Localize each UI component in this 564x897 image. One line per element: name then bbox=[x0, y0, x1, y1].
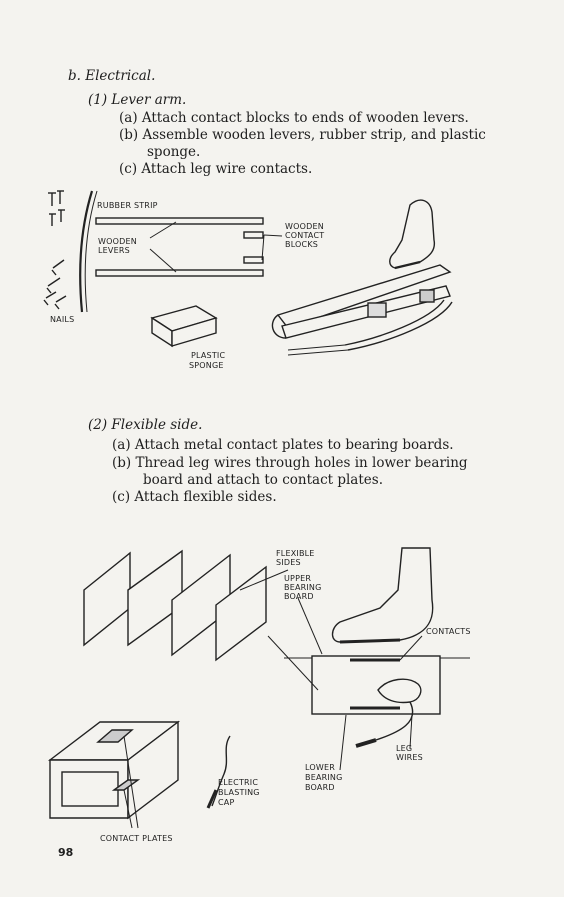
leg-wires-label-2: WIRES bbox=[396, 753, 423, 762]
wooden-contact-blocks-label-2: CONTACT bbox=[285, 231, 325, 240]
lower-bearing-board-label-3: BOARD bbox=[305, 783, 335, 792]
lever-arm-title: (1) Lever arm. bbox=[88, 92, 187, 108]
contact-plate-box-icon bbox=[50, 722, 178, 818]
flexible-side-panels-icon bbox=[84, 551, 266, 660]
lever-arm-step-c: (c) Attach leg wire contacts. bbox=[119, 161, 313, 177]
section-heading: b. Electrical. bbox=[68, 68, 156, 84]
wooden-levers-label-2: LEVERS bbox=[98, 246, 130, 255]
lever-arm-step-b: (b) Assemble wooden levers, rubber strip, and plastic bbox=[119, 127, 486, 143]
upper-bearing-board-label-1: UPPER bbox=[284, 574, 312, 583]
lever-arm-step-b-cont: sponge. bbox=[147, 144, 201, 160]
flexible-side-step-c: (c) Attach flexible sides. bbox=[112, 489, 277, 505]
flexible-side-step-a: (a) Attach metal contact plates to bearing boards. bbox=[112, 437, 454, 453]
flexible-sides-label-2: SIDES bbox=[276, 558, 301, 567]
contacts-label: CONTACTS bbox=[426, 627, 471, 636]
upper-bearing-board-label-3: BOARD bbox=[284, 592, 314, 601]
wooden-levers-label-1: WOODEN bbox=[98, 237, 137, 246]
nails-label: NAILS bbox=[50, 315, 75, 324]
leg-wires-label-1: LEG bbox=[396, 744, 413, 753]
bearing-box bbox=[312, 656, 440, 714]
plastic-sponge-label-2: SPONGE bbox=[189, 361, 224, 370]
boot-icon bbox=[333, 548, 433, 642]
wooden-contact-blocks-label-3: BLOCKS bbox=[285, 240, 319, 249]
flexible-side-step-b-cont: board and attach to contact plates. bbox=[143, 472, 383, 488]
flexible-side-step-b: (b) Thread leg wires through holes in lower bearing bbox=[112, 455, 468, 471]
electric-blasting-cap-label-2: BLASTING bbox=[218, 788, 260, 797]
flexible-sides-label-1: FLEXIBLE bbox=[276, 549, 315, 558]
wooden-contact-blocks-label-1: WOODEN bbox=[285, 222, 324, 231]
electric-blasting-cap-label-1: ELECTRIC bbox=[218, 778, 259, 787]
flexible-side-title: (2) Flexible side. bbox=[88, 417, 203, 433]
lever-arm-step-a: (a) Attach contact blocks to ends of wooden levers. bbox=[119, 110, 469, 126]
electric-blasting-cap-label-3: CAP bbox=[218, 798, 235, 807]
upper-bearing-board-label-2: BEARING bbox=[284, 583, 322, 592]
contact-plates-label: CONTACT PLATES bbox=[100, 834, 173, 843]
lower-bearing-board-label-1: LOWER bbox=[305, 763, 335, 772]
plastic-sponge-label-1: PLASTIC bbox=[191, 351, 226, 360]
page-number: 98 bbox=[58, 846, 74, 859]
lower-bearing-board-label-2: BEARING bbox=[305, 773, 343, 782]
rubber-strip-label: RUBBER STRIP bbox=[97, 201, 158, 210]
